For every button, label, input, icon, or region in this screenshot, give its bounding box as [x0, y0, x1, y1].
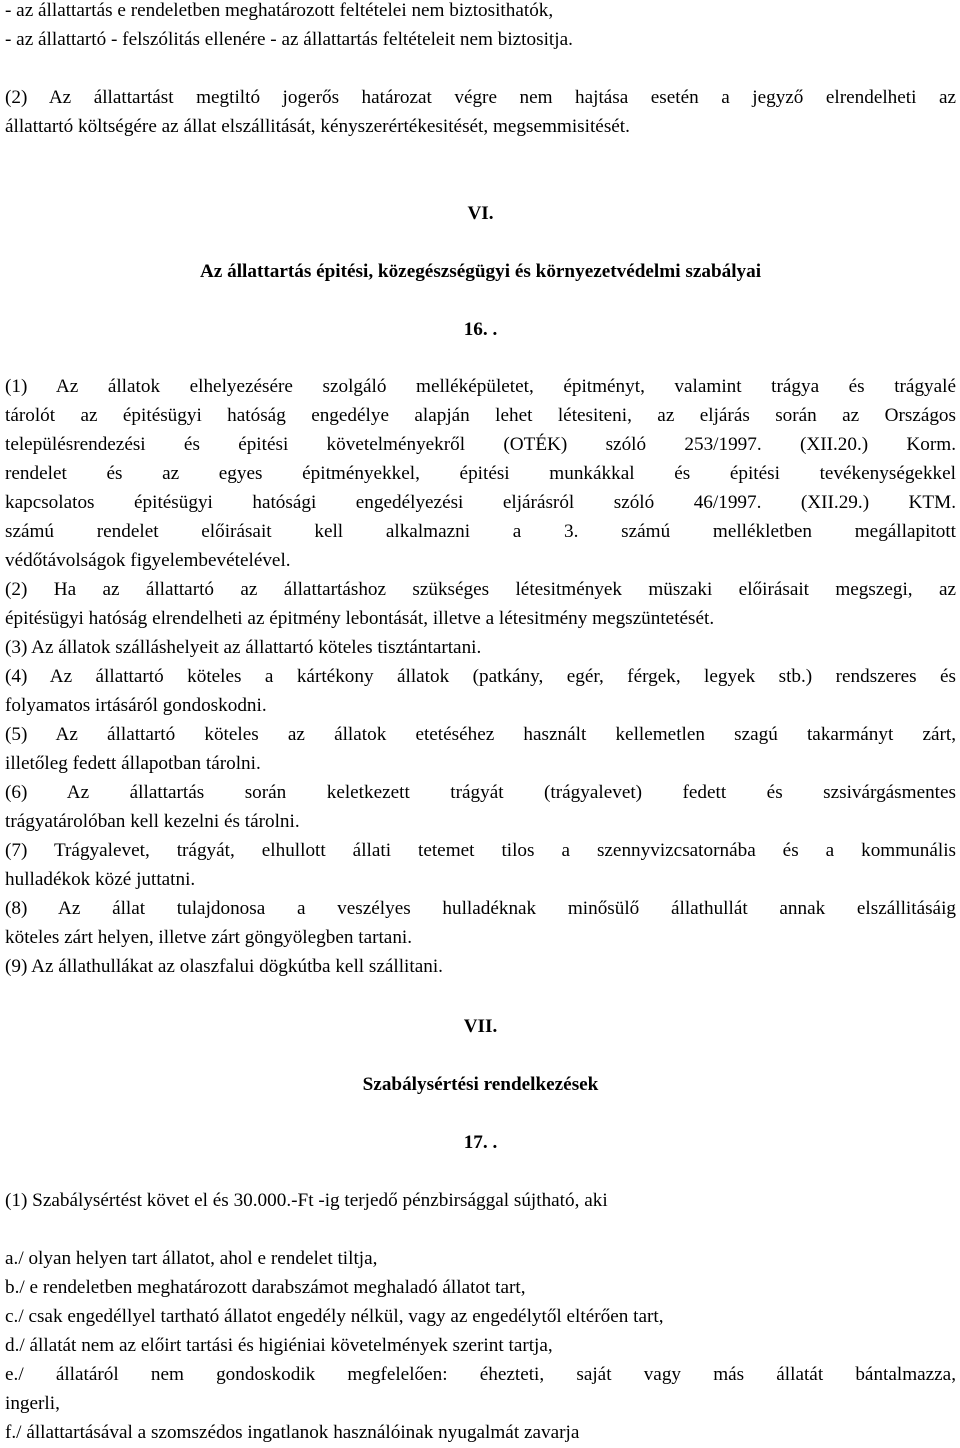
section-16-line: kapcsolatos épitésügyi hatósági engedélyezési eljárásról szóló 46/1997. (XII.29.) KTM. [5, 492, 956, 513]
section-16-line: hulladékok közé juttatni. [5, 869, 196, 890]
section-16-line: épitésügyi hatóság elrendelheti az épitmény lebontását, illetve a létesitmény megszüntetését. [5, 608, 715, 629]
section-16-heading: 16. . [463, 319, 498, 340]
section-16-line: rendelet és az egyes épitményekkel, épitési munkákkal és épitési tevékenységekkel [5, 463, 956, 484]
paragraph-2-line-1: (2) Az állattartást megtiltó jogerős határozat végre nem hajtása esetén a jegyző elrendelheti az [5, 87, 956, 108]
section-17-list [5, 1244, 956, 1447]
section-17-intro: (1) Szabálysértést követ el és 30.000.-Ft -ig terjedő pénzbirsággal sújtható, aki [5, 1190, 608, 1211]
section-16-line: (3) Az állatok szálláshelyeit az állattartó köteles tisztántartani. [5, 637, 482, 658]
intro-line-2: - az állattartó - felszólitás ellenére - az állattartás feltételeit nem biztositja. [5, 29, 573, 50]
list-item: d./ állatát nem az előirt tartási és higiéniai követelmények szerint tartja, [5, 1335, 553, 1356]
chapter-vii-number: VII. [463, 1016, 498, 1037]
section-17-heading: 17. . [463, 1132, 498, 1153]
chapter-vi-title: Az állattartás épitési, közegészségügyi és környezetvédelmi szabályai [199, 261, 762, 282]
section-16-line: (1) Az állatok elhelyezésére szolgáló melléképületet, épitményt, valamint trágya és trágyalé [5, 376, 956, 397]
section-16-line: (8) Az állat tulajdonosa a veszélyes hulladéknak minősülő állathullát annak elszállitásáig [5, 898, 956, 919]
chapter-vi-number: VI. [467, 203, 494, 224]
intro-line-1: - az állattartás e rendeletben meghatározott feltételei nem biztosithatók, [5, 0, 554, 21]
chapter-vii-title: Szabálysértési rendelkezések [362, 1074, 599, 1095]
list-item: ingerli, [5, 1393, 60, 1414]
section-16-line: településrendezési és épitési követelményekről (OTÉK) szóló 253/1997. (XII.20.) Korm. [5, 434, 956, 455]
section-16-line: számú rendelet előirásait kell alkalmazni a 3. számú mellékletben megállapitott [5, 521, 956, 542]
section-16-line: (7) Trágyalevet, trágyát, elhullott állati tetemet tilos a szennyvizcsatornába és a kommunális [5, 840, 956, 861]
section-16-line: folyamatos irtásáról gondoskodni. [5, 695, 267, 716]
list-item: a./ olyan helyen tart állatot, ahol e rendelet tiltja, [5, 1248, 378, 1269]
list-item: e./ állatáról nem gondoskodik megfelelően: éhezteti, saját vagy más állatát bántalmazza, [5, 1364, 956, 1385]
list-item: f./ állattartásával a szomszédos ingatlanok használóinak nyugalmát zavarja [5, 1422, 580, 1443]
section-16-line: trágyatárolóban kell kezelni és tárolni. [5, 811, 300, 832]
list-item: b./ e rendeletben meghatározott darabszámot meghaladó állatot tart, [5, 1277, 526, 1298]
intro-block [5, 0, 956, 54]
section-16-line: (6) Az állattartás során keletkezett trágyát (trágyalevet) fedett és szsivárgásmentes [5, 782, 956, 803]
section-16-line: tárolót az épitésügyi hatóság engedélye alapján lehet létesiteni, az eljárás során az Országos [5, 405, 956, 426]
section-16-line: (9) Az állathullákat az olaszfalui dögkútba kell szállitani. [5, 956, 443, 977]
section-16-line: védőtávolságok figyelembevételével. [5, 550, 291, 571]
section-16-line: köteles zárt helyen, illetve zárt göngyölegben tartani. [5, 927, 413, 948]
section-16-line: illetőleg fedett állapotban tárolni. [5, 753, 261, 774]
paragraph-2 [5, 83, 956, 141]
section-16-body [5, 372, 956, 981]
section-16-line: (5) Az állattartó köteles az állatok etetéséhez használt kellemetlen szagú takarmányt zárt, [5, 724, 956, 745]
paragraph-2-line-2: állattartó költségére az állat elszállitását, kényszerértékesitését, megsemmisitését. [5, 116, 630, 137]
section-16-line: (4) Az állattartó köteles a kártékony állatok (patkány, egér, férgek, legyek stb.) rendszeres és [5, 666, 956, 687]
list-item: c./ csak engedéllyel tartható állatot engedély nélkül, vagy az engedélytől eltérően tart, [5, 1306, 664, 1327]
section-16-line: (2) Ha az állattartó az állattartáshoz szükséges létesitmények müszaki előirásait megszegi, az [5, 579, 956, 600]
